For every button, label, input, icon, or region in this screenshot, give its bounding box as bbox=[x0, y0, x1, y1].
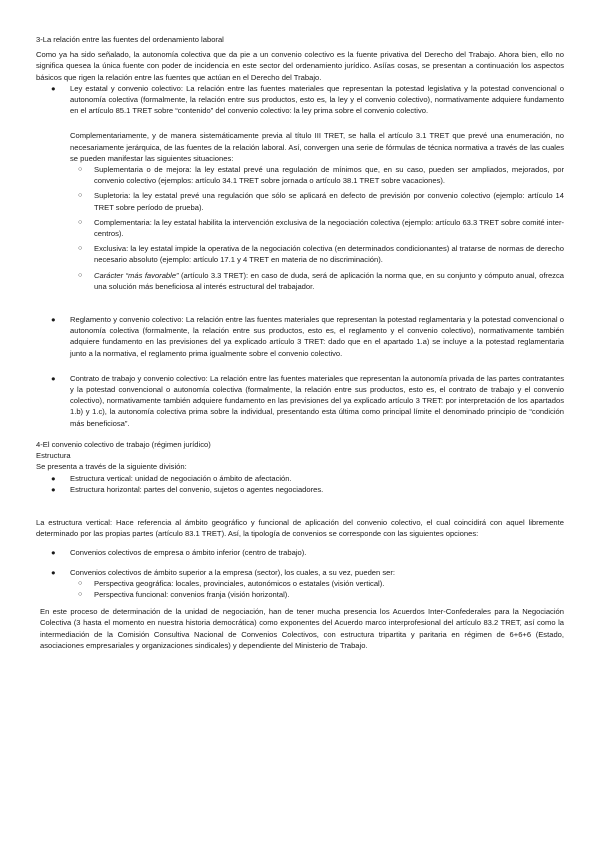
list-item-sector bbox=[36, 567, 564, 578]
bullet-dot-icon: ● bbox=[51, 373, 56, 383]
list-item-text: Suplementaria o de mejora: la ley estatal prevé una regulación de mínimos que, en su caso, pueden ser ampliados, mejorados, por convenio colectivo (ejemplos: artículo 34.1 TRET sobre jornada o artículo 38.1 TRET sobre vacaciones). bbox=[94, 165, 564, 186]
bullet-dot-icon: ● bbox=[51, 548, 56, 558]
list-item-vertical bbox=[36, 473, 564, 484]
italic-term: Carácter “más favorable” bbox=[94, 270, 179, 280]
list-item-funcional bbox=[36, 589, 564, 600]
vertical-structure-paragraph: La estructura vertical: Hace referencia al ámbito geográfico y funcional de aplicación del convenio colectivo, el cual coincidirá con aquel libremente determinado por las propias partes (artículo 83.1 TRET). Así, la tipología de convenios se corresponde con las siguientes opciones: bbox=[36, 517, 564, 539]
list-item-text: Ley estatal y convenio colectivo: La relación entre las fuentes materiales que representan la potestad legislativa y la potestad convencional o autonomía colectiva (formalmente, la relación entre sus productos, esto es, la ley y el convenio colectivo), normativamente adquiere fundamento en el artículo 85.1 TRET sobre “contenido” del convenio colectivo: la ley prima sobre el convenio colectivo. bbox=[70, 83, 564, 116]
list-item-text: Contrato de trabajo y convenio colectivo: La relación entre las fuentes materiales que representan la autonomía privada de las partes contratantes y la potestad convencional o autonomía colectiva (formalmente, la relación entre sus productos, esto es, el contrato de trabajo y el convenio colectivo), normativamente también adquiere fundamento en las previsiones del ya explicado artículo 3 TRET: por interpretación de los apartados 1.b) y 1.c), la autonomía colectiva prima sobre la individual, presentando esta última como principal límite el denominado principio de “condición más beneficiosa”. bbox=[70, 373, 564, 428]
list-item-reglamento bbox=[36, 314, 564, 359]
complementary-paragraph: Complementariamente, y de manera sistemáticamente previa al título III TRET, se halla el artículo 3.1 TRET que prevé una enumeración, no necesariamente jerárquica, de las fuentes de la relación laboral. Así, convergen una serie de fórmulas de técnica normativa a través de las cuales se pueden manifestar las siguientes situaciones: bbox=[70, 131, 564, 163]
document-page bbox=[36, 34, 564, 651]
section-3-intro: Como ya ha sido señalado, la autonomía colectiva que da pie a un convenio colectivo es la fuente privativa del Derecho del Trabajo. Ahora bien, ello no significa quesea la única fuente con poder de incidencia en este sector del ordenamiento jurídico. Asíías cosas, se presentan a continuación los aspectos básicos que rigen la relación entre las fuentes que actúan en el Derecho del Trabajo. bbox=[36, 50, 564, 82]
list-item-text: Estructura horizontal: partes del convenio, sujetos o agentes negociadores. bbox=[70, 484, 324, 494]
bullet-circle-icon: ○ bbox=[78, 192, 83, 200]
list-item-contrato bbox=[36, 373, 564, 429]
bullet-circle-icon: ○ bbox=[78, 166, 83, 174]
list-item-empresa bbox=[36, 547, 564, 558]
section-3-list bbox=[36, 83, 564, 117]
list-item-text: Supletoria: la ley estatal prevé una regulación que sólo se aplicará en defecto de previsión por convenio colectivo (ejemplo: artículo 14 TRET sobre período de prueba). bbox=[94, 191, 564, 212]
list-item-text bbox=[94, 270, 564, 292]
bullet-dot-icon: ● bbox=[51, 473, 56, 483]
list-item-geografica bbox=[36, 578, 564, 589]
bullet-dot-icon: ● bbox=[51, 567, 56, 577]
structure-list bbox=[36, 473, 564, 495]
bullet-circle-icon: ○ bbox=[78, 218, 83, 226]
bullet-dot-icon: ● bbox=[51, 315, 56, 325]
list-item-ley-estatal bbox=[36, 83, 564, 117]
list-item-text: Exclusiva: la ley estatal impide la operativa de la negociación colectiva (en determinados condicionantes) al tratarse de normas de derecho necesario absoluto (ejemplo: artículo 17.1 y 4 TRET en materia de no discriminación). bbox=[94, 244, 564, 265]
list-item-text: Complementaria: la ley estatal habilita la intervención exclusiva de la negociación colectiva (ejemplo: artículo 63.3 TRET sobre comité inter-centros). bbox=[94, 217, 564, 239]
bullet-dot-icon: ● bbox=[51, 484, 56, 494]
bullet-circle-icon: ○ bbox=[78, 590, 83, 598]
convenio-types-list bbox=[36, 547, 564, 600]
list-item-supletoria bbox=[36, 190, 564, 212]
bullet-circle-icon: ○ bbox=[78, 245, 83, 253]
list-item-text: Estructura vertical: unidad de negociación o ámbito de afectación. bbox=[70, 473, 292, 483]
bullet-circle-icon: ○ bbox=[78, 579, 83, 587]
list-item-text: Convenios colectivos de ámbito superior a la empresa (sector), los cuales, a su vez, pueden ser: bbox=[70, 567, 396, 577]
list-item-complementaria bbox=[36, 217, 564, 239]
section-3-title: 3-La relación entre las fuentes del ordenamiento laboral bbox=[36, 35, 224, 44]
situations-list bbox=[36, 164, 564, 292]
list-item-exclusiva bbox=[36, 243, 564, 265]
list-item-text: Perspectiva geográfica: locales, provinciales, autonómicos o estatales (visión vertical). bbox=[94, 578, 385, 588]
list-item-mas-favorable bbox=[36, 270, 564, 292]
bullet-dot-icon: ● bbox=[51, 83, 56, 93]
bullet-circle-icon: ○ bbox=[78, 271, 83, 279]
list-item-text: Convenios colectivos de empresa o ámbito inferior (centro de trabajo). bbox=[70, 548, 307, 558]
section-4-lead: Se presenta a través de la siguiente división: bbox=[36, 462, 187, 472]
list-item-rest: (artículo 3.3 TRET): en caso de duda, será de aplicación la norma que, en su conjunto y cómputo anual, ofrezca una solución más beneficiosa al interés estructural del trabajador. bbox=[94, 270, 565, 291]
section-4-title: 4-El convenio colectivo de trabajo (régimen jurídico) bbox=[36, 439, 211, 449]
section-4-subtitle: Estructura bbox=[36, 451, 71, 461]
list-item-text: Reglamento y convenio colectivo: La relación entre las fuentes materiales que representan la potestad reglamentaria y la potestad convencional o autonomía colectiva (formalmente, la relación entre sus productos, esto es, el reglamento y el convenio colectivo), normativamente también adquiere fundamento en las previsiones del ya explicado artículo 3 TRET: dado que en el apartado 1.a) se incluye a la potestad reglamentaria junto a la normativa, el reglamento prima igualmente sobre el convenio colectivo. bbox=[70, 315, 564, 358]
list-item-horizontal bbox=[36, 484, 564, 495]
closing-paragraph: En este proceso de determinación de la unidad de negociación, han de tener mucha presencia los Acuerdos Inter-Confederales para la Negociación Colectiva (3 hasta el momento en nuestra historia democrática) como exponentes del Acuerdo marco interprofesional del artículo 83.2 TRET, así como la intermediación de la Comisión Consultiva Nacional de Convenios Colectivos, con estructura tripartita y paritaria en régimen de 6+6+6 (Estado, asociaciones empresariales y organizaciones sindicales) y dependiente del Ministerio de Trabajo. bbox=[40, 607, 564, 650]
list-item-suplementaria bbox=[36, 164, 564, 186]
section-3-list-2 bbox=[36, 314, 564, 429]
list-item-text: Perspectiva funcional: convenios franja (visión horizontal). bbox=[94, 589, 290, 599]
